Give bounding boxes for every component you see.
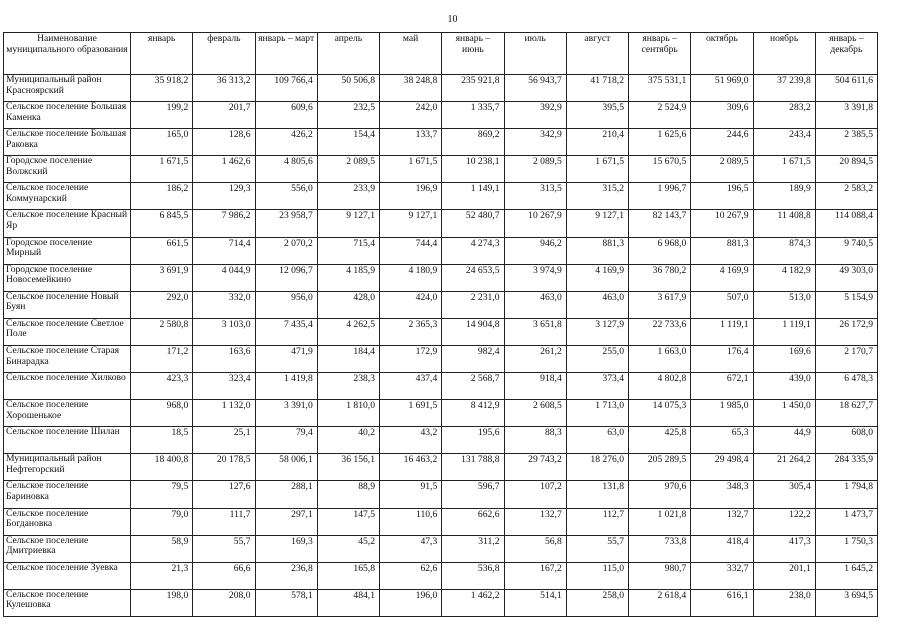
table-row: [4, 264, 878, 291]
value-cell: 133,7: [380, 129, 442, 156]
value-cell: 1 671,5: [131, 156, 193, 183]
column-header: ноябрь: [753, 33, 815, 75]
value-cell: 1 794,8: [815, 481, 877, 508]
value-cell: 1 473,7: [815, 508, 877, 535]
municipality-name-cell: Муниципальный район Красноярский: [4, 75, 131, 102]
value-cell: 504 611,6: [815, 75, 877, 102]
value-cell: 41 718,2: [566, 75, 628, 102]
value-cell: 6 845,5: [131, 210, 193, 237]
value-cell: 196,9: [380, 183, 442, 210]
value-cell: 437,4: [380, 373, 442, 400]
value-cell: 56 943,7: [504, 75, 566, 102]
value-cell: 4 262,5: [317, 318, 379, 345]
value-cell: 26 172,9: [815, 318, 877, 345]
value-cell: 918,4: [504, 373, 566, 400]
value-cell: 417,3: [753, 535, 815, 562]
value-cell: 2 070,2: [255, 237, 317, 264]
value-cell: 52 480,7: [442, 210, 504, 237]
table-row: [4, 129, 878, 156]
value-cell: 29 743,2: [504, 454, 566, 481]
value-cell: 373,4: [566, 373, 628, 400]
value-cell: 4 169,9: [566, 264, 628, 291]
column-header-name: Наименование муниципального образования: [4, 33, 131, 75]
value-cell: 1 462,6: [193, 156, 255, 183]
value-cell: 395,5: [566, 102, 628, 129]
municipality-name-cell: Сельское поселение Хорошенькое: [4, 400, 131, 427]
value-cell: 2 608,5: [504, 400, 566, 427]
value-cell: 292,0: [131, 291, 193, 318]
value-cell: 112,7: [566, 508, 628, 535]
value-cell: 1 462,2: [442, 589, 504, 616]
value-cell: 49 303,0: [815, 264, 877, 291]
value-cell: 196,5: [691, 183, 753, 210]
value-cell: 4 182,9: [753, 264, 815, 291]
value-cell: 198,0: [131, 589, 193, 616]
value-cell: 1 119,1: [753, 318, 815, 345]
value-cell: 154,4: [317, 129, 379, 156]
value-cell: 968,0: [131, 400, 193, 427]
value-cell: 47,3: [380, 535, 442, 562]
value-cell: 111,7: [193, 508, 255, 535]
value-cell: 25,1: [193, 427, 255, 454]
value-cell: 714,4: [193, 237, 255, 264]
value-cell: 165,0: [131, 129, 193, 156]
value-cell: 35 918,2: [131, 75, 193, 102]
column-header: январь – июнь: [442, 33, 504, 75]
value-cell: 672,1: [691, 373, 753, 400]
value-cell: 2 089,5: [317, 156, 379, 183]
value-cell: 323,4: [193, 373, 255, 400]
page-number: 10: [447, 14, 458, 25]
value-cell: 418,4: [691, 535, 753, 562]
value-cell: 3 691,9: [131, 264, 193, 291]
value-cell: 58 006,1: [255, 454, 317, 481]
value-cell: 210,4: [566, 129, 628, 156]
value-cell: 4 802,8: [629, 373, 691, 400]
value-cell: 2 568,7: [442, 373, 504, 400]
table-row: [4, 318, 878, 345]
value-cell: 261,2: [504, 345, 566, 372]
municipality-name-cell: Сельское поселение Старая Бинарадка: [4, 345, 131, 372]
value-cell: 2 089,5: [691, 156, 753, 183]
value-cell: 199,2: [131, 102, 193, 129]
value-cell: 1 335,7: [442, 102, 504, 129]
value-cell: 4 180,9: [380, 264, 442, 291]
value-cell: 946,2: [504, 237, 566, 264]
value-cell: 14 904,8: [442, 318, 504, 345]
municipality-name-cell: Сельское поселение Большая Каменка: [4, 102, 131, 129]
value-cell: 375 531,1: [629, 75, 691, 102]
table-row: [4, 75, 878, 102]
column-header: июль: [504, 33, 566, 75]
value-cell: 1 149,1: [442, 183, 504, 210]
value-cell: 51 969,0: [691, 75, 753, 102]
value-cell: 29 498,4: [691, 454, 753, 481]
column-header: октябрь: [691, 33, 753, 75]
value-cell: 332,0: [193, 291, 255, 318]
value-cell: 1 810,0: [317, 400, 379, 427]
municipality-name-cell: Сельское поселение Большая Раковка: [4, 129, 131, 156]
value-cell: 20 178,5: [193, 454, 255, 481]
value-cell: 3 694,5: [815, 589, 877, 616]
municipality-name-cell: Сельское поселение Зуевка: [4, 562, 131, 589]
value-cell: 4 044,9: [193, 264, 255, 291]
value-cell: 131,8: [566, 481, 628, 508]
value-cell: 6 478,3: [815, 373, 877, 400]
value-cell: 1 671,5: [566, 156, 628, 183]
value-cell: 15 670,5: [629, 156, 691, 183]
value-cell: 1 985,0: [691, 400, 753, 427]
value-cell: 3 103,0: [193, 318, 255, 345]
value-cell: 1 119,1: [691, 318, 753, 345]
value-cell: 109 766,4: [255, 75, 317, 102]
value-cell: 463,0: [566, 291, 628, 318]
value-cell: 3 617,9: [629, 291, 691, 318]
value-cell: 309,6: [691, 102, 753, 129]
value-cell: 609,6: [255, 102, 317, 129]
value-cell: 38 248,8: [380, 75, 442, 102]
value-cell: 195,6: [442, 427, 504, 454]
value-cell: 342,9: [504, 129, 566, 156]
value-cell: 110,6: [380, 508, 442, 535]
value-cell: 236,8: [255, 562, 317, 589]
table-row: [4, 291, 878, 318]
value-cell: 65,3: [691, 427, 753, 454]
value-cell: 1 132,0: [193, 400, 255, 427]
table-header-row: [4, 33, 878, 75]
table-row: [4, 481, 878, 508]
value-cell: 3 391,0: [255, 400, 317, 427]
table-row: [4, 562, 878, 589]
value-cell: 66,6: [193, 562, 255, 589]
value-cell: 869,2: [442, 129, 504, 156]
table-row: [4, 400, 878, 427]
table-row: [4, 345, 878, 372]
value-cell: 982,4: [442, 345, 504, 372]
value-cell: 315,2: [566, 183, 628, 210]
value-cell: 956,0: [255, 291, 317, 318]
table-row: [4, 454, 878, 481]
table-body: [4, 75, 878, 617]
value-cell: 463,0: [504, 291, 566, 318]
value-cell: 22 733,6: [629, 318, 691, 345]
value-cell: 661,5: [131, 237, 193, 264]
table-row: [4, 210, 878, 237]
value-cell: 283,2: [753, 102, 815, 129]
value-cell: 147,5: [317, 508, 379, 535]
value-cell: 332,7: [691, 562, 753, 589]
municipality-name-cell: Городское поселение Волжский: [4, 156, 131, 183]
value-cell: 167,2: [504, 562, 566, 589]
value-cell: 5 154,9: [815, 291, 877, 318]
value-cell: 79,5: [131, 481, 193, 508]
value-cell: 23 958,7: [255, 210, 317, 237]
value-cell: 169,3: [255, 535, 317, 562]
value-cell: 2 365,3: [380, 318, 442, 345]
value-cell: 874,3: [753, 237, 815, 264]
table-row: [4, 102, 878, 129]
value-cell: 305,4: [753, 481, 815, 508]
value-cell: 235 921,8: [442, 75, 504, 102]
value-cell: 55,7: [193, 535, 255, 562]
value-cell: 63,0: [566, 427, 628, 454]
table-row: [4, 183, 878, 210]
column-header: февраль: [193, 33, 255, 75]
value-cell: 115,0: [566, 562, 628, 589]
municipality-name-cell: Сельское поселение Коммунарский: [4, 183, 131, 210]
value-cell: 881,3: [691, 237, 753, 264]
value-cell: 16 463,2: [380, 454, 442, 481]
value-cell: 18 400,8: [131, 454, 193, 481]
value-cell: 18 276,0: [566, 454, 628, 481]
value-cell: 82 143,7: [629, 210, 691, 237]
municipality-name-cell: Сельское поселение Хилково: [4, 373, 131, 400]
value-cell: 10 267,9: [504, 210, 566, 237]
value-cell: 55,7: [566, 535, 628, 562]
table-row: [4, 237, 878, 264]
column-header: январь – декабрь: [815, 33, 877, 75]
value-cell: 8 412,9: [442, 400, 504, 427]
value-cell: 471,9: [255, 345, 317, 372]
value-cell: 392,9: [504, 102, 566, 129]
value-cell: 127,6: [193, 481, 255, 508]
budget-table: [3, 32, 878, 617]
value-cell: 40,2: [317, 427, 379, 454]
table-row: [4, 427, 878, 454]
value-cell: 163,6: [193, 345, 255, 372]
value-cell: 244,6: [691, 129, 753, 156]
value-cell: 88,9: [317, 481, 379, 508]
value-cell: 9 127,1: [317, 210, 379, 237]
value-cell: 6 968,0: [629, 237, 691, 264]
value-cell: 91,5: [380, 481, 442, 508]
value-cell: 348,3: [691, 481, 753, 508]
value-cell: 2 583,2: [815, 183, 877, 210]
value-cell: 4 805,6: [255, 156, 317, 183]
value-cell: 258,0: [566, 589, 628, 616]
value-cell: 2 580,8: [131, 318, 193, 345]
value-cell: 122,2: [753, 508, 815, 535]
value-cell: 1 625,6: [629, 129, 691, 156]
municipality-name-cell: Городское поселение Мирный: [4, 237, 131, 264]
value-cell: 284 335,9: [815, 454, 877, 481]
value-cell: 980,7: [629, 562, 691, 589]
value-cell: 425,8: [629, 427, 691, 454]
value-cell: 311,2: [442, 535, 504, 562]
value-cell: 79,0: [131, 508, 193, 535]
value-cell: 1 419,8: [255, 373, 317, 400]
value-cell: 423,3: [131, 373, 193, 400]
value-cell: 232,5: [317, 102, 379, 129]
value-cell: 58,9: [131, 535, 193, 562]
value-cell: 4 169,9: [691, 264, 753, 291]
municipality-name-cell: Сельское поселение Шилан: [4, 427, 131, 454]
value-cell: 426,2: [255, 129, 317, 156]
column-header: январь: [131, 33, 193, 75]
value-cell: 165,8: [317, 562, 379, 589]
value-cell: 3 651,8: [504, 318, 566, 345]
value-cell: 12 096,7: [255, 264, 317, 291]
municipality-name-cell: Сельское поселение Красный Яр: [4, 210, 131, 237]
value-cell: 37 239,8: [753, 75, 815, 102]
value-cell: 556,0: [255, 183, 317, 210]
value-cell: 255,0: [566, 345, 628, 372]
value-cell: 881,3: [566, 237, 628, 264]
value-cell: 10 238,1: [442, 156, 504, 183]
value-cell: 616,1: [691, 589, 753, 616]
municipality-name-cell: Сельское поселение Бариновка: [4, 481, 131, 508]
value-cell: 3 391,8: [815, 102, 877, 129]
value-cell: 744,4: [380, 237, 442, 264]
column-header: апрель: [317, 33, 379, 75]
value-cell: 176,4: [691, 345, 753, 372]
value-cell: 715,4: [317, 237, 379, 264]
municipality-name-cell: Сельское поселение Светлое Поле: [4, 318, 131, 345]
value-cell: 2 170,7: [815, 345, 877, 372]
value-cell: 184,4: [317, 345, 379, 372]
value-cell: 3 974,9: [504, 264, 566, 291]
value-cell: 7 435,4: [255, 318, 317, 345]
value-cell: 439,0: [753, 373, 815, 400]
value-cell: 9 127,1: [566, 210, 628, 237]
value-cell: 514,1: [504, 589, 566, 616]
column-header: январь – март: [255, 33, 317, 75]
value-cell: 36 156,1: [317, 454, 379, 481]
value-cell: 2 231,0: [442, 291, 504, 318]
value-cell: 2 618,4: [629, 589, 691, 616]
value-cell: 21,3: [131, 562, 193, 589]
value-cell: 172,9: [380, 345, 442, 372]
value-cell: 88,3: [504, 427, 566, 454]
value-cell: 1 750,3: [815, 535, 877, 562]
value-cell: 242,0: [380, 102, 442, 129]
value-cell: 2 524,9: [629, 102, 691, 129]
value-cell: 424,0: [380, 291, 442, 318]
municipality-name-cell: Сельское поселение Кулешовка: [4, 589, 131, 616]
value-cell: 131 788,8: [442, 454, 504, 481]
municipality-name-cell: Сельское поселение Богдановка: [4, 508, 131, 535]
value-cell: 56,8: [504, 535, 566, 562]
value-cell: 11 408,8: [753, 210, 815, 237]
value-cell: 189,9: [753, 183, 815, 210]
value-cell: 578,1: [255, 589, 317, 616]
value-cell: 513,0: [753, 291, 815, 318]
value-cell: 201,1: [753, 562, 815, 589]
column-header: январь – сентябрь: [629, 33, 691, 75]
value-cell: 62,6: [380, 562, 442, 589]
column-header: май: [380, 33, 442, 75]
value-cell: 4 185,9: [317, 264, 379, 291]
value-cell: 132,7: [691, 508, 753, 535]
table-row: [4, 508, 878, 535]
value-cell: 238,0: [753, 589, 815, 616]
value-cell: 24 653,5: [442, 264, 504, 291]
value-cell: 1 671,5: [753, 156, 815, 183]
value-cell: 129,3: [193, 183, 255, 210]
value-cell: 186,2: [131, 183, 193, 210]
value-cell: 9 127,1: [380, 210, 442, 237]
value-cell: 1 450,0: [753, 400, 815, 427]
value-cell: 1 663,0: [629, 345, 691, 372]
municipality-name-cell: Муниципальный район Нефтегорский: [4, 454, 131, 481]
table-row: [4, 373, 878, 400]
value-cell: 1 713,0: [566, 400, 628, 427]
value-cell: 36 313,2: [193, 75, 255, 102]
value-cell: 662,6: [442, 508, 504, 535]
value-cell: 196,0: [380, 589, 442, 616]
municipality-name-cell: Городское поселение Новосемейкино: [4, 264, 131, 291]
table-row: [4, 535, 878, 562]
municipality-name-cell: Сельское поселение Новый Буян: [4, 291, 131, 318]
value-cell: 169,6: [753, 345, 815, 372]
value-cell: 171,2: [131, 345, 193, 372]
value-cell: 18,5: [131, 427, 193, 454]
table-row: [4, 589, 878, 616]
value-cell: 1 021,8: [629, 508, 691, 535]
value-cell: 1 645,2: [815, 562, 877, 589]
column-header: август: [566, 33, 628, 75]
value-cell: 114 088,4: [815, 210, 877, 237]
value-cell: 36 780,2: [629, 264, 691, 291]
value-cell: 201,7: [193, 102, 255, 129]
table-row: [4, 156, 878, 183]
value-cell: 536,8: [442, 562, 504, 589]
value-cell: 313,5: [504, 183, 566, 210]
value-cell: 288,1: [255, 481, 317, 508]
value-cell: 14 075,3: [629, 400, 691, 427]
value-cell: 107,2: [504, 481, 566, 508]
value-cell: 21 264,2: [753, 454, 815, 481]
value-cell: 507,0: [691, 291, 753, 318]
value-cell: 7 986,2: [193, 210, 255, 237]
value-cell: 20 894,5: [815, 156, 877, 183]
value-cell: 596,7: [442, 481, 504, 508]
value-cell: 128,6: [193, 129, 255, 156]
value-cell: 1 996,7: [629, 183, 691, 210]
value-cell: 44,9: [753, 427, 815, 454]
value-cell: 4 274,3: [442, 237, 504, 264]
value-cell: 205 289,5: [629, 454, 691, 481]
value-cell: 132,7: [504, 508, 566, 535]
value-cell: 2 385,5: [815, 129, 877, 156]
value-cell: 608,0: [815, 427, 877, 454]
value-cell: 43,2: [380, 427, 442, 454]
value-cell: 9 740,5: [815, 237, 877, 264]
value-cell: 45,2: [317, 535, 379, 562]
value-cell: 733,8: [629, 535, 691, 562]
value-cell: 79,4: [255, 427, 317, 454]
value-cell: 1 671,5: [380, 156, 442, 183]
value-cell: 10 267,9: [691, 210, 753, 237]
value-cell: 233,9: [317, 183, 379, 210]
value-cell: 428,0: [317, 291, 379, 318]
value-cell: 18 627,7: [815, 400, 877, 427]
value-cell: 243,4: [753, 129, 815, 156]
value-cell: 970,6: [629, 481, 691, 508]
value-cell: 484,1: [317, 589, 379, 616]
value-cell: 50 506,8: [317, 75, 379, 102]
value-cell: 208,0: [193, 589, 255, 616]
value-cell: 238,3: [317, 373, 379, 400]
value-cell: 2 089,5: [504, 156, 566, 183]
value-cell: 1 691,5: [380, 400, 442, 427]
value-cell: 297,1: [255, 508, 317, 535]
municipality-name-cell: Сельское поселение Дмитриевка: [4, 535, 131, 562]
value-cell: 3 127,9: [566, 318, 628, 345]
